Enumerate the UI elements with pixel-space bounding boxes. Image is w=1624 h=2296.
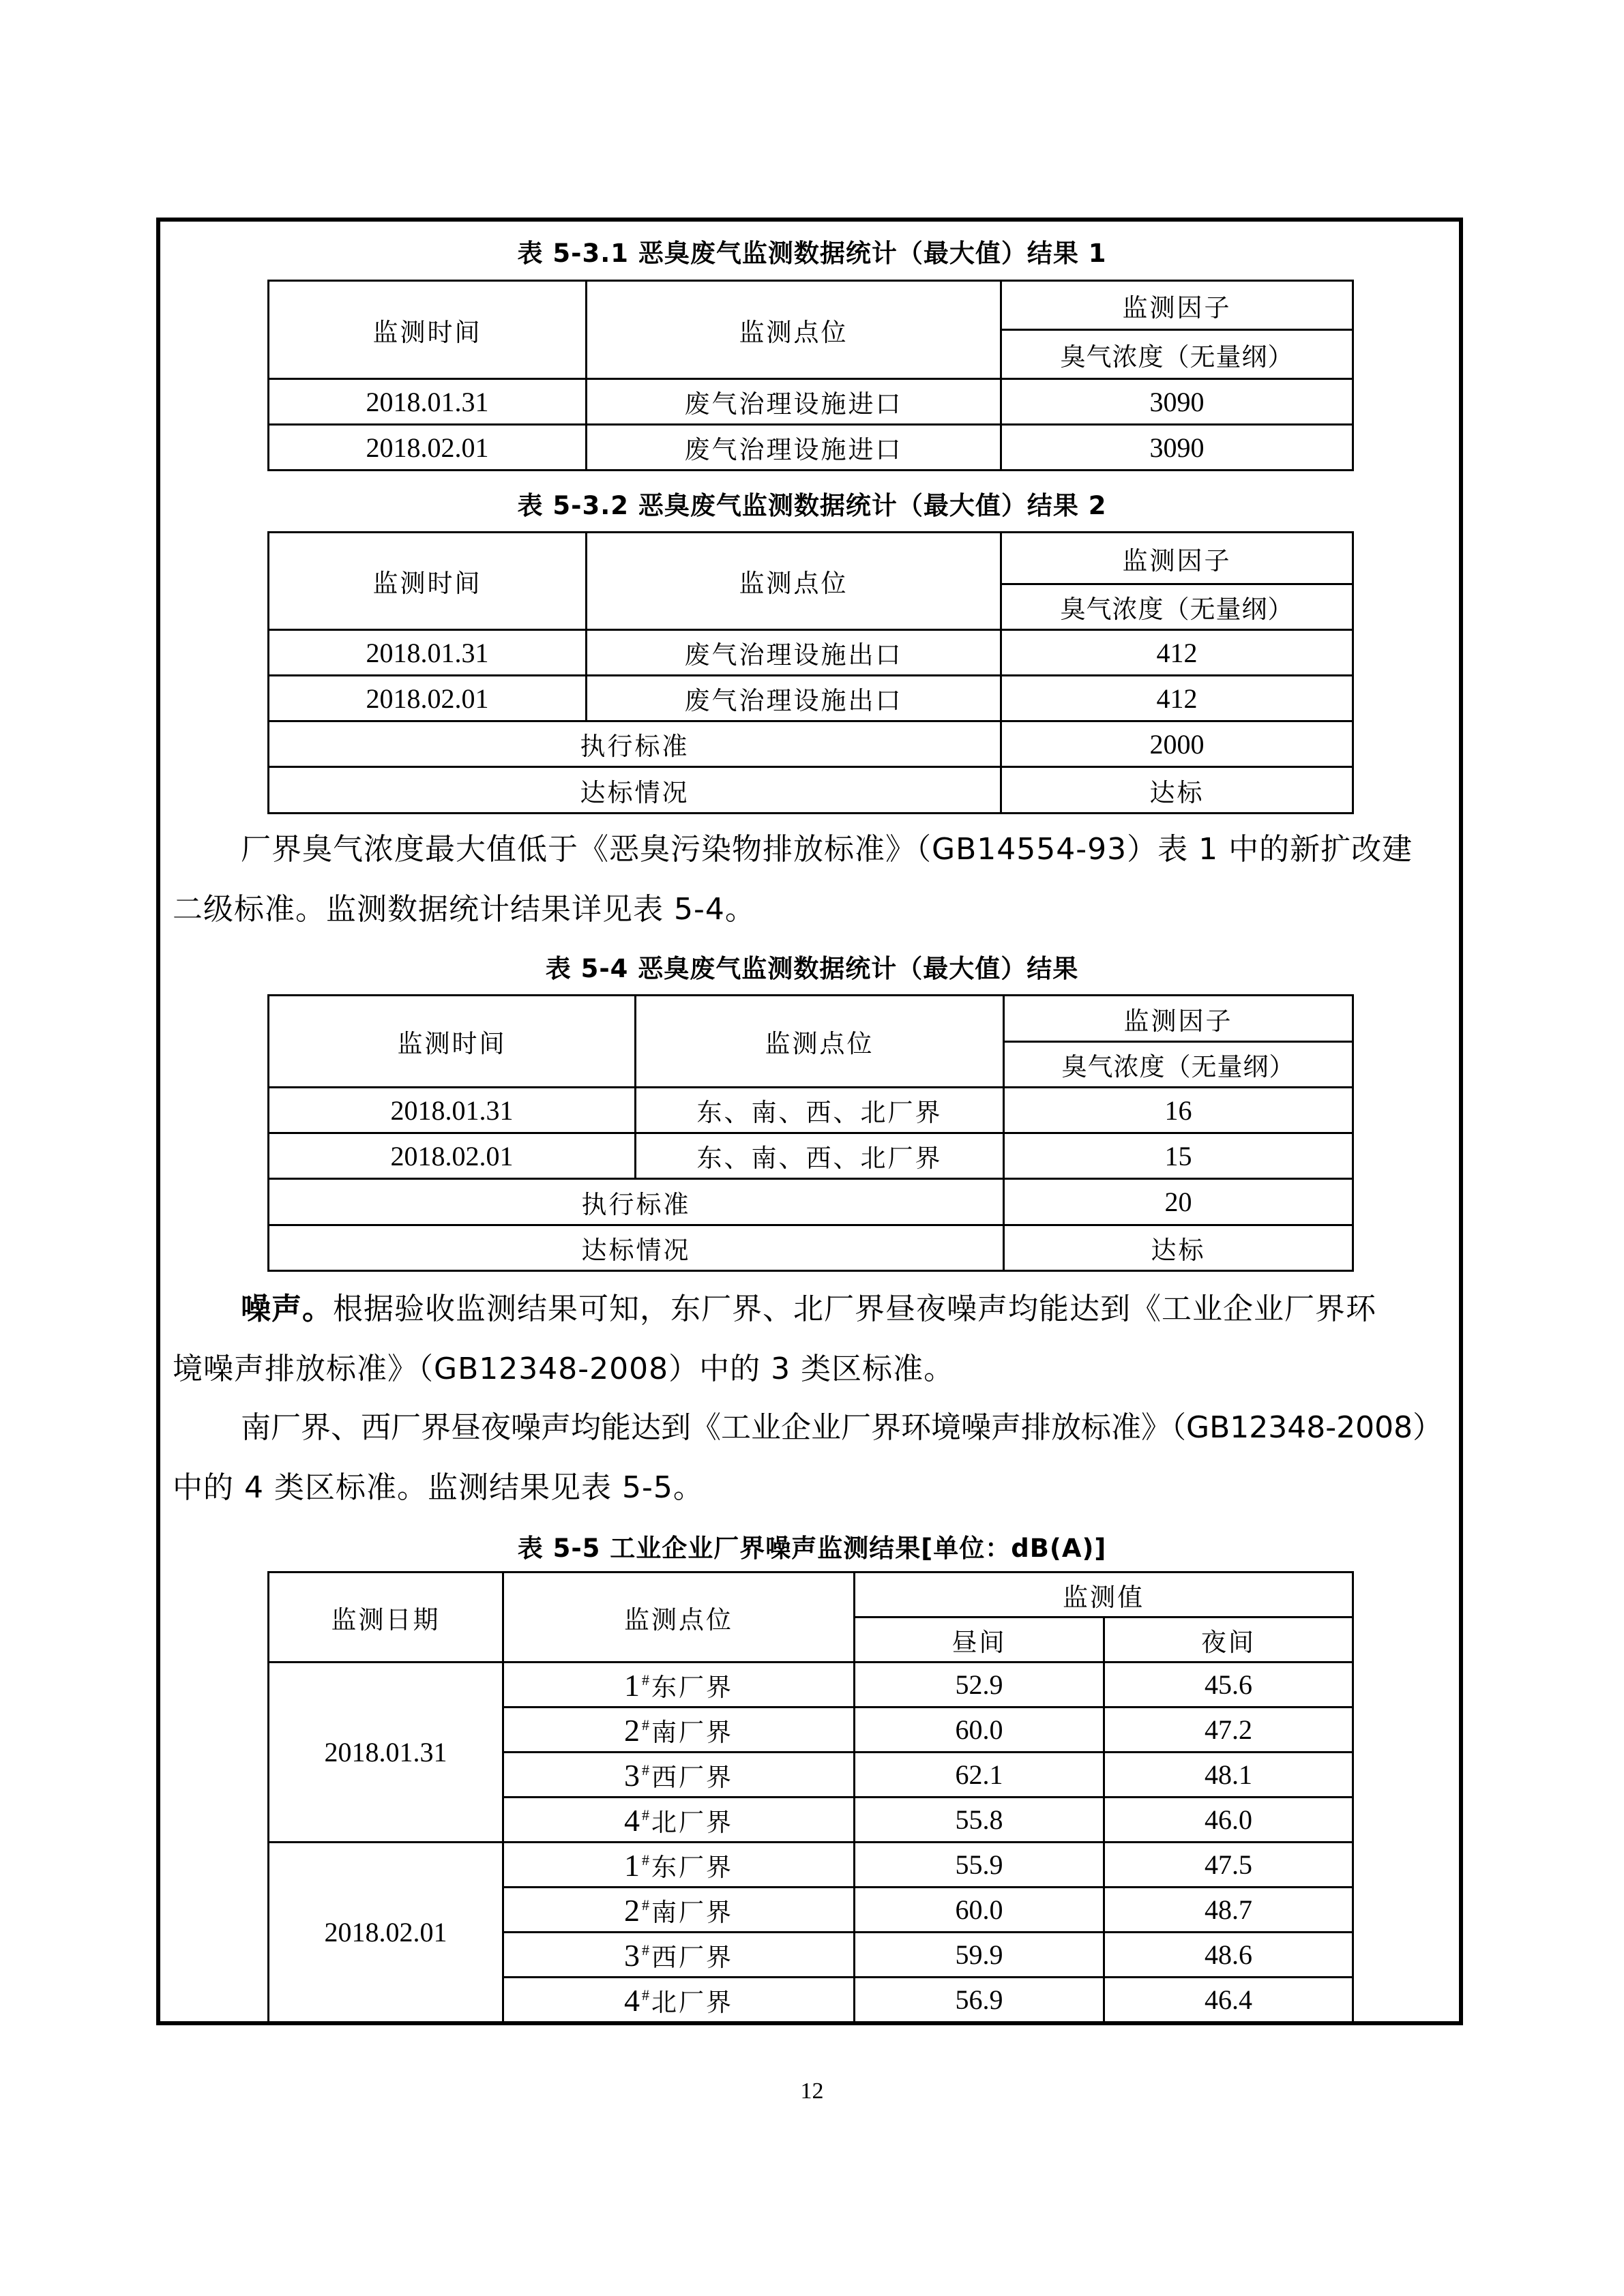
cell-point: 东、南、西、北厂界: [636, 1133, 1004, 1179]
table-532: [267, 531, 1354, 814]
cell-night: 48.6: [1104, 1933, 1353, 1978]
table-row: [269, 1663, 1353, 1708]
paragraph-line: 中的 4 类区标准。监测结果见表 5-5。: [173, 1470, 704, 1505]
cell-point: [503, 1753, 855, 1798]
header-point: 监测点位: [636, 996, 1004, 1088]
point-sup: #: [642, 1761, 651, 1778]
point-name: 东厂界: [651, 1672, 733, 1702]
cell-day: 56.9: [855, 1978, 1104, 2023]
cell-day: 52.9: [855, 1663, 1104, 1708]
compliance-label: 达标情况: [269, 767, 1001, 814]
table-row: [269, 379, 1353, 425]
point-number: 4: [624, 1802, 642, 1838]
noise-line1-rest: 根据验收监测结果可知，东厂界、北厂界昼夜噪声均能达到《工业企业厂界环: [333, 1292, 1376, 1326]
compliance-value: 达标: [1004, 1225, 1353, 1271]
cell-time: 2018.02.01: [269, 425, 587, 471]
header-value: 监测值: [855, 1572, 1353, 1617]
compliance-label: 达标情况: [269, 1225, 1004, 1271]
cell-time: 2018.01.31: [269, 1088, 636, 1133]
point-name: 北厂界: [651, 1987, 733, 2017]
table-531: [267, 280, 1354, 471]
cell-value: 16: [1004, 1088, 1353, 1133]
cell-night: 45.6: [1104, 1663, 1353, 1708]
cell-night: 48.1: [1104, 1753, 1353, 1798]
compliance-value: 达标: [1001, 767, 1353, 814]
point-sup: #: [642, 1806, 651, 1823]
table-row-compliance: [269, 767, 1353, 814]
standard-label: 执行标准: [269, 721, 1001, 767]
cell-point: [503, 1888, 855, 1933]
table-row-standard: [269, 1179, 1353, 1225]
point-number: 2: [624, 1892, 642, 1928]
cell-point: 废气治理设施进口: [587, 379, 1001, 425]
header-factor-sub: 臭气浓度（无量纲）: [1001, 330, 1353, 379]
header-factor: 监测因子: [1001, 281, 1353, 330]
cell-night: 46.4: [1104, 1978, 1353, 2023]
cell-day: 60.0: [855, 1708, 1104, 1753]
standard-value: 2000: [1001, 721, 1353, 767]
cell-point: [503, 1843, 855, 1888]
table-row: [269, 676, 1353, 721]
cell-day: 60.0: [855, 1888, 1104, 1933]
point-name: 南厂界: [651, 1897, 733, 1927]
cell-point: [503, 1978, 855, 2023]
table-row: [269, 1843, 1353, 1888]
point-sup: #: [642, 1986, 651, 2003]
point-name: 西厂界: [651, 1762, 733, 1792]
point-sup: #: [642, 1941, 651, 1958]
header-point: 监测点位: [587, 533, 1001, 630]
cell-night: 48.7: [1104, 1888, 1353, 1933]
header-night: 夜间: [1104, 1617, 1353, 1663]
point-number: 2: [624, 1712, 642, 1748]
table-row: [269, 630, 1353, 676]
cell-point: 东、南、西、北厂界: [636, 1088, 1004, 1133]
cell-date: 2018.01.31: [269, 1663, 503, 1843]
paragraph-line: 二级标准。监测数据统计结果详见表 5-4。: [173, 892, 756, 927]
header-time: 监测时间: [269, 996, 636, 1088]
standard-value: 20: [1004, 1179, 1353, 1225]
header-factor-sub: 臭气浓度（无量纲）: [1004, 1042, 1353, 1088]
table-55: [267, 1571, 1354, 2023]
cell-value: 3090: [1001, 425, 1353, 471]
paragraph-line: 境噪声排放标准》（GB12348-2008）中的 3 类区标准。: [173, 1352, 955, 1386]
table-54-title: 表 5-4 恶臭废气监测数据统计（最大值）结果: [545, 954, 1079, 983]
paragraph-line: 厂界臭气浓度最大值低于《恶臭污染物排放标准》（GB14554-93）表 1 中的新扩改建: [241, 832, 1413, 867]
point-number: 1: [624, 1847, 642, 1883]
cell-point: 废气治理设施出口: [587, 630, 1001, 676]
header-point: 监测点位: [503, 1572, 855, 1663]
cell-value: 412: [1001, 630, 1353, 676]
cell-point: [503, 1663, 855, 1708]
header-factor-sub: 臭气浓度（无量纲）: [1001, 584, 1353, 630]
header-time: 监测时间: [269, 533, 587, 630]
cell-point: 废气治理设施进口: [587, 425, 1001, 471]
cell-day: 62.1: [855, 1753, 1104, 1798]
point-name: 东厂界: [651, 1852, 733, 1882]
table-row: [269, 1133, 1353, 1179]
point-sup: #: [642, 1716, 651, 1733]
paragraph-odor-conclusion: [173, 820, 1448, 940]
cell-value: 3090: [1001, 379, 1353, 425]
paragraph-line: [173, 1279, 1448, 1339]
header-day: 昼间: [855, 1617, 1104, 1663]
cell-point: [503, 1708, 855, 1753]
cell-day: 59.9: [855, 1933, 1104, 1978]
point-number: 3: [624, 1757, 642, 1793]
table-row-compliance: [269, 1225, 1353, 1271]
point-sup: #: [642, 1896, 651, 1913]
header-factor: 监测因子: [1004, 996, 1353, 1042]
table-54: [267, 994, 1354, 1272]
cell-day: 55.9: [855, 1843, 1104, 1888]
cell-night: 47.5: [1104, 1843, 1353, 1888]
standard-label: 执行标准: [269, 1179, 1004, 1225]
cell-value: 412: [1001, 676, 1353, 721]
cell-time: 2018.01.31: [269, 379, 587, 425]
cell-night: 46.0: [1104, 1798, 1353, 1843]
cell-value: 15: [1004, 1133, 1353, 1179]
noise-lead: 噪声。: [241, 1292, 333, 1326]
cell-point: 废气治理设施出口: [587, 676, 1001, 721]
cell-point: [503, 1933, 855, 1978]
table-531-title: 表 5-3.1 恶臭废气监测数据统计（最大值）结果 1: [517, 239, 1107, 268]
point-number: 1: [624, 1667, 642, 1703]
point-number: 3: [624, 1937, 642, 1973]
cell-day: 55.8: [855, 1798, 1104, 1843]
page-number: 12: [800, 2078, 824, 2104]
header-factor: 监测因子: [1001, 533, 1353, 584]
header-point: 监测点位: [587, 281, 1001, 379]
point-name: 北厂界: [651, 1807, 733, 1837]
header-date: 监测日期: [269, 1572, 503, 1663]
table-row: [269, 425, 1353, 471]
table-row: [269, 1088, 1353, 1133]
cell-time: 2018.02.01: [269, 1133, 636, 1179]
point-sup: #: [642, 1851, 651, 1868]
cell-date: 2018.02.01: [269, 1843, 503, 2023]
table-row-standard: [269, 721, 1353, 767]
point-number: 4: [624, 1982, 642, 2018]
table-532-title: 表 5-3.2 恶臭废气监测数据统计（最大值）结果 2: [517, 491, 1107, 520]
cell-night: 47.2: [1104, 1708, 1353, 1753]
cell-time: 2018.02.01: [269, 676, 587, 721]
cell-time: 2018.01.31: [269, 630, 587, 676]
point-name: 西厂界: [651, 1942, 733, 1972]
table-55-title: 表 5-5 工业企业厂界噪声监测结果[单位：dB(A)]: [517, 1534, 1107, 1563]
paragraph-noise-2: [173, 1398, 1448, 1518]
paragraph-line: 南厂界、西厂界昼夜噪声均能达到《工业企业厂界环境噪声排放标准》（GB12348-2008）: [241, 1410, 1443, 1445]
point-name: 南厂界: [651, 1717, 733, 1747]
paragraph-noise-1: [173, 1279, 1448, 1399]
cell-point: [503, 1798, 855, 1843]
point-sup: #: [642, 1671, 651, 1688]
header-time: 监测时间: [269, 281, 587, 379]
